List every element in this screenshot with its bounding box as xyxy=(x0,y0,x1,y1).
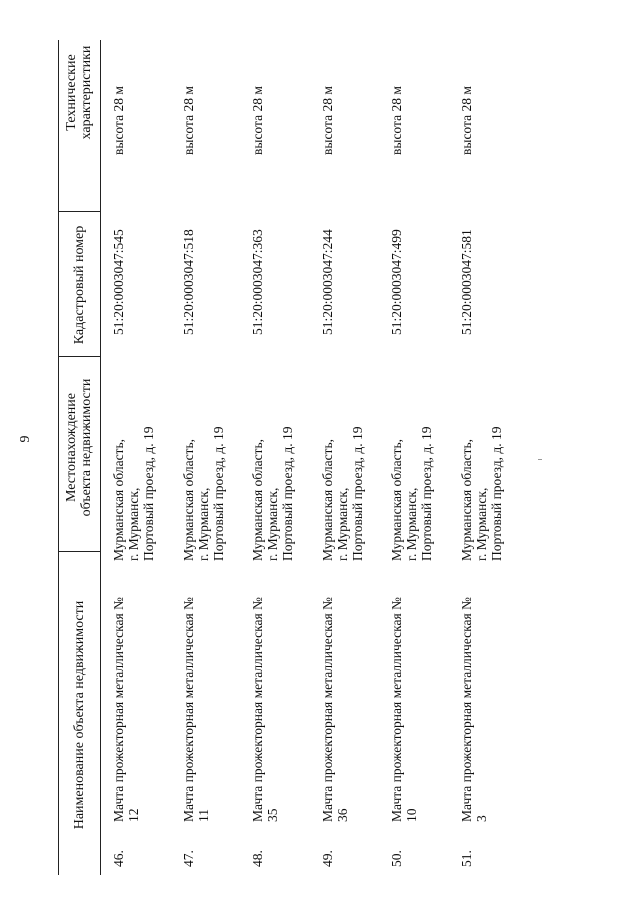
row-location-line: Мурманская область, xyxy=(250,439,265,561)
row-cadastral: 51:20:0003047:499 xyxy=(389,229,404,335)
row-cadastral: 51:20:0003047:545 xyxy=(111,229,126,335)
row-number: 51. xyxy=(458,850,474,867)
row-location-line: Мурманская область, xyxy=(319,439,335,561)
row-location-line: Мурманская область, xyxy=(389,439,404,561)
scan-mark xyxy=(538,459,542,460)
row-location-line: Мурманская область, xyxy=(458,439,474,561)
row-location-line: Портовый проезд, д. 19 xyxy=(280,426,295,561)
row-name: Мачта прожекторная металлическая № 12 xyxy=(111,597,141,822)
row-cadastral: 51:20:0003047:518 xyxy=(180,229,196,335)
row-location-line: г. Мурманск, xyxy=(265,487,280,561)
row-name: Мачта прожекторная металлическая № 36 xyxy=(319,597,350,822)
row-location-line: г. Мурманск, xyxy=(195,487,211,561)
row-tech: высота 28 м xyxy=(111,86,126,155)
row-location-line: г. Мурманск, xyxy=(126,487,141,561)
row-name: Мачта прожекторная металлическая № 11 xyxy=(180,597,211,822)
table-header-rule xyxy=(100,40,101,875)
row-number: 50. xyxy=(389,850,404,867)
row-cadastral: 51:20:0003047:581 xyxy=(458,229,474,335)
row-location-line: Мурманская область, xyxy=(180,439,196,561)
row-location-line: г. Мурманск, xyxy=(404,487,419,561)
row-location-line: Портовый проезд, д. 19 xyxy=(141,426,156,561)
row-location-line: Мурманская область, xyxy=(111,439,126,561)
row-tech: высота 28 м xyxy=(319,86,335,155)
row-tech: высота 28 м xyxy=(180,86,196,155)
row-location-line: Портовый проезд, д. 19 xyxy=(210,426,226,561)
row-number: 49. xyxy=(319,850,335,867)
row-location-line: Портовый проезд, д. 19 xyxy=(488,426,504,561)
row-name: Мачта прожекторная металлическая № 3 xyxy=(458,597,489,822)
header-tech: Технические характеристики xyxy=(64,45,94,140)
col-divider-1 xyxy=(58,551,100,552)
row-number: 46. xyxy=(111,850,126,867)
row-location-line: Портовый проезд, д. 19 xyxy=(419,426,434,561)
row-cadastral: 51:20:0003047:244 xyxy=(319,229,335,335)
table-border-top xyxy=(58,40,59,875)
row-location-line: Портовый проезд, д. 19 xyxy=(349,426,365,561)
header-name: Наименование объекта недвижимости xyxy=(72,600,87,830)
row-name: Мачта прожекторная металлическая № 35 xyxy=(250,597,280,822)
row-cadastral: 51:20:0003047:363 xyxy=(250,229,265,335)
header-location: Местонахождение объекта недвижимости xyxy=(64,378,94,517)
row-tech: высота 28 м xyxy=(389,86,404,155)
row-location-line: г. Мурманск, xyxy=(334,487,350,561)
page-number: 9 xyxy=(18,435,33,443)
header-cadastral: Кадастровый номер xyxy=(72,225,87,345)
col-divider-2 xyxy=(58,356,100,357)
col-divider-3 xyxy=(58,211,100,212)
row-number: 48. xyxy=(250,850,265,867)
row-tech: высота 28 м xyxy=(458,86,474,155)
row-location-line: г. Мурманск, xyxy=(473,487,489,561)
row-tech: высота 28 м xyxy=(250,86,265,155)
row-number: 47. xyxy=(180,850,196,867)
row-name: Мачта прожекторная металлическая № 10 xyxy=(389,597,419,822)
